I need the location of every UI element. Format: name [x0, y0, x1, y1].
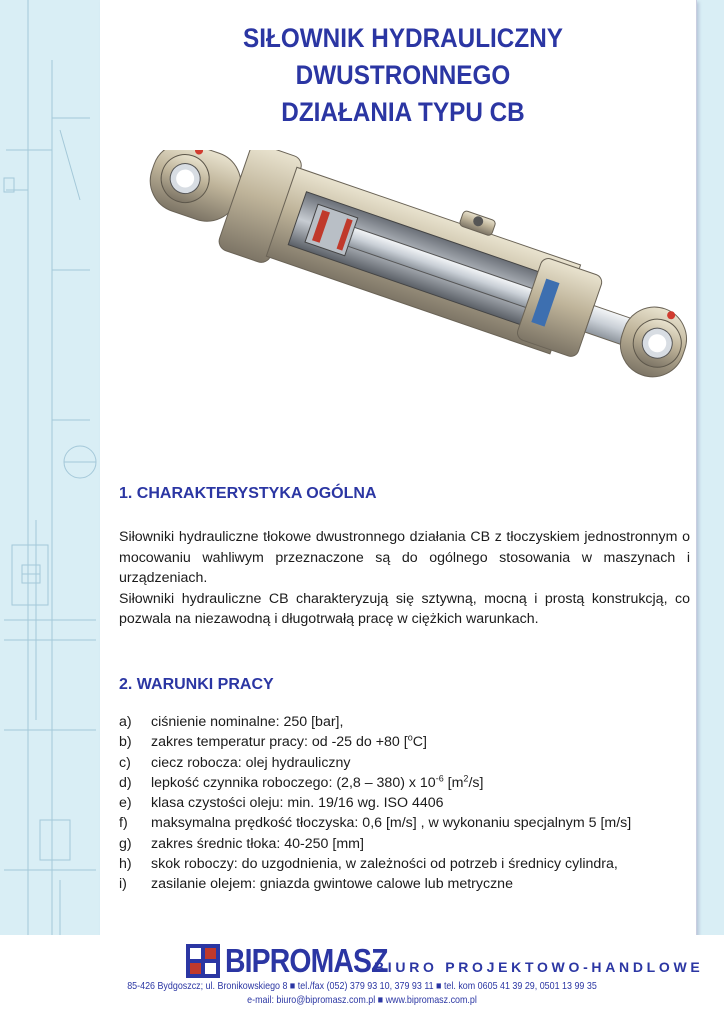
superscript: -6 [435, 773, 444, 784]
superscript: o [407, 732, 413, 743]
list-item [119, 732, 699, 752]
section-heading-general: 1. CHARAKTERYSTYKA OGÓLNA [119, 485, 377, 502]
list-text: ciecz robocza: olej hydrauliczny [151, 754, 351, 771]
brand-tagline: BIURO PROJEKTOWO-HANDLOWE [374, 959, 704, 975]
list-marker: c) [119, 754, 131, 771]
title-line-1: SIŁOWNIK HYDRAULICZNY DWUSTRONNEGO [243, 23, 563, 90]
list-text: klasa czystości oleju: min. 19/16 wg. ISO 4406 [151, 795, 444, 812]
bipromasz-logo-icon [186, 944, 220, 978]
list-text: zakres średnic tłoka: 40-250 [mm] [151, 835, 364, 852]
list-marker: f) [119, 815, 128, 832]
list-text: /s] [468, 774, 484, 791]
list-item [119, 712, 699, 732]
contact-address: 85-426 Bydgoszcz; ul. Bronikowskiego 8 ■ tel./fax (052) 379 93 10, 379 93 11 ■ tel. kom 0605 41 39 29, 0501 13 99 35 [127, 980, 597, 992]
list-item [119, 834, 699, 854]
list-text: lepkość czynnika roboczego: (2,8 – 380) x 10 [151, 774, 436, 791]
right-background-strip [696, 0, 724, 1024]
list-marker: e) [119, 795, 132, 812]
list-marker: a) [119, 714, 132, 730]
list-item [119, 753, 699, 773]
list-text: [m [443, 774, 464, 791]
left-schematic-background [0, 0, 100, 1024]
list-text: ciśnienie nominalne: 250 [bar], [151, 714, 344, 730]
list-marker: d) [119, 774, 132, 791]
list-marker: b) [119, 734, 132, 751]
page-title [138, 20, 669, 131]
list-item [119, 773, 699, 793]
list-marker: i) [119, 876, 127, 893]
paragraph-1: Siłowniki hydrauliczne tłokowe dwustronnego działania CB z tłoczyskiem jednostronnym o mocowaniu wahliwym przeznaczone są do ogólnego stosowania w maszynach i urządzeniach. [119, 529, 690, 586]
list-item [119, 854, 699, 874]
list-text: C] [412, 734, 427, 751]
working-conditions-list [119, 712, 699, 895]
brand-name: BIPROMASZ [225, 942, 388, 979]
section-heading-working-conditions: 2. WARUNKI PRACY [119, 676, 274, 693]
list-text: maksymalna prędkość tłoczyska: 0,6 [m/s] , w wykonaniu specjalnym 5 [m/s] [151, 815, 632, 832]
paragraph-2: Siłowniki hydrauliczne CB charakteryzują się sztywną, mocną i prostą konstrukcją, co pozwala na niezawodną i długotrwałą pracę w ciężkich warunkach. [119, 590, 690, 627]
list-text: zasilanie olejem: gniazda gwintowe calowe lub metryczne [151, 876, 513, 893]
list-text: zakres temperatur pracy: od -25 do +80 [ [151, 734, 408, 751]
contact-web: e-mail: biuro@bipromasz.com.pl ■ www.bipromasz.com.pl [247, 994, 477, 1006]
list-item [119, 813, 699, 833]
schematic-drawing [0, 0, 100, 1024]
list-item [119, 793, 699, 813]
hydraulic-cylinder-illustration [108, 150, 698, 410]
list-item [119, 874, 699, 894]
list-marker: h) [119, 856, 132, 873]
general-description [119, 527, 690, 630]
superscript: 2 [463, 773, 469, 784]
list-text: skok roboczy: do uzgodnienia, w zależności od potrzeb i średnicy cylindra, [151, 856, 618, 873]
list-marker: g) [119, 835, 132, 852]
title-line-2: DZIAŁANIA TYPU CB [281, 97, 525, 127]
